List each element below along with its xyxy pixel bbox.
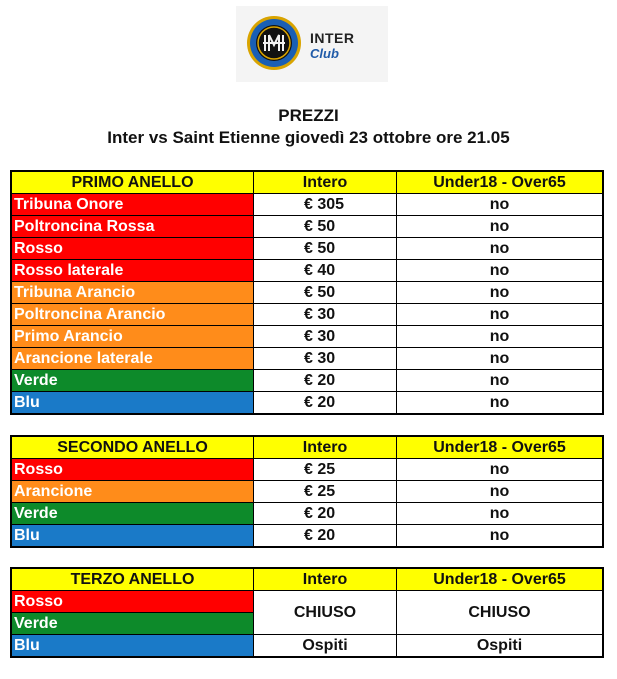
under-header: Under18 - Over65	[397, 172, 603, 194]
intero-price: € 50	[254, 238, 397, 260]
sector-name: Blu	[12, 635, 254, 657]
under-price: no	[397, 326, 603, 348]
sector-name: Verde	[12, 503, 254, 525]
intero-price: € 25	[254, 459, 397, 481]
sector-name: Arancione	[12, 481, 254, 503]
sector-name: Arancione laterale	[12, 348, 254, 370]
inter-crest-icon	[246, 15, 302, 71]
sector-name: Rosso	[12, 238, 254, 260]
table-row	[12, 481, 603, 503]
under-price: no	[397, 392, 603, 414]
under-price: no	[397, 459, 603, 481]
intero-price: € 305	[254, 194, 397, 216]
table-row	[12, 216, 603, 238]
under-price: no	[397, 260, 603, 282]
table-row	[12, 635, 603, 657]
table-row	[12, 326, 603, 348]
table-row	[12, 304, 603, 326]
under-ospiti: Ospiti	[397, 635, 603, 657]
intero-price: € 20	[254, 525, 397, 547]
table-row	[12, 591, 603, 613]
intero-price: € 20	[254, 503, 397, 525]
sector-name: Blu	[12, 392, 254, 414]
intero-price: € 50	[254, 216, 397, 238]
sector-header: PRIMO ANELLO	[12, 172, 254, 194]
page-title: PREZZI	[278, 106, 339, 125]
intero-header: Intero	[254, 437, 397, 459]
sector-name: Rosso	[12, 459, 254, 481]
under-price: no	[397, 238, 603, 260]
intero-header: Intero	[254, 569, 397, 591]
under-price: no	[397, 216, 603, 238]
intero-header: Intero	[254, 172, 397, 194]
table-row	[12, 392, 603, 414]
under-price: no	[397, 481, 603, 503]
sector-name: Verde	[12, 370, 254, 392]
table-row	[12, 238, 603, 260]
sector-name: Tribuna Arancio	[12, 282, 254, 304]
under-closed: CHIUSO	[397, 591, 603, 635]
sector-header: SECONDO ANELLO	[12, 437, 254, 459]
intero-closed: CHIUSO	[254, 591, 397, 635]
inter-club-logo	[236, 6, 388, 82]
under-price: no	[397, 503, 603, 525]
under-price: no	[397, 282, 603, 304]
intero-price: € 40	[254, 260, 397, 282]
table-row	[12, 370, 603, 392]
table-header-row	[12, 569, 603, 591]
under-header: Under18 - Over65	[397, 569, 603, 591]
under-price: no	[397, 370, 603, 392]
logo-word-inter: INTER	[310, 30, 355, 46]
sector-name: Tribuna Onore	[12, 194, 254, 216]
intero-price: € 25	[254, 481, 397, 503]
table-row	[12, 260, 603, 282]
table-row	[12, 282, 603, 304]
sector-name: Poltroncina Rossa	[12, 216, 254, 238]
table-header-row	[12, 437, 603, 459]
table-row	[12, 525, 603, 547]
under-price: no	[397, 348, 603, 370]
sector-name: Primo Arancio	[12, 326, 254, 348]
intero-price: € 50	[254, 282, 397, 304]
table-row	[12, 459, 603, 481]
table-row	[12, 503, 603, 525]
under-price: no	[397, 194, 603, 216]
sector-name: Rosso	[12, 591, 254, 613]
price-table-secondo-anello	[11, 436, 603, 547]
sector-name: Poltroncina Arancio	[12, 304, 254, 326]
price-table-primo-anello	[11, 171, 603, 414]
intero-price: € 20	[254, 392, 397, 414]
logo-word-club: Club	[310, 46, 339, 61]
intero-price: € 30	[254, 326, 397, 348]
under-price: no	[397, 525, 603, 547]
table-row	[12, 348, 603, 370]
match-subtitle: Inter vs Saint Etienne giovedì 23 ottobre ore 21.05	[107, 128, 510, 147]
sector-name: Verde	[12, 613, 254, 635]
price-table-terzo-anello	[11, 568, 603, 657]
sector-name: Rosso laterale	[12, 260, 254, 282]
intero-price: € 30	[254, 348, 397, 370]
intero-ospiti: Ospiti	[254, 635, 397, 657]
under-header: Under18 - Over65	[397, 437, 603, 459]
table-row	[12, 194, 603, 216]
table-header-row	[12, 172, 603, 194]
under-price: no	[397, 304, 603, 326]
intero-price: € 30	[254, 304, 397, 326]
intero-price: € 20	[254, 370, 397, 392]
sector-name: Blu	[12, 525, 254, 547]
sector-header: TERZO ANELLO	[12, 569, 254, 591]
